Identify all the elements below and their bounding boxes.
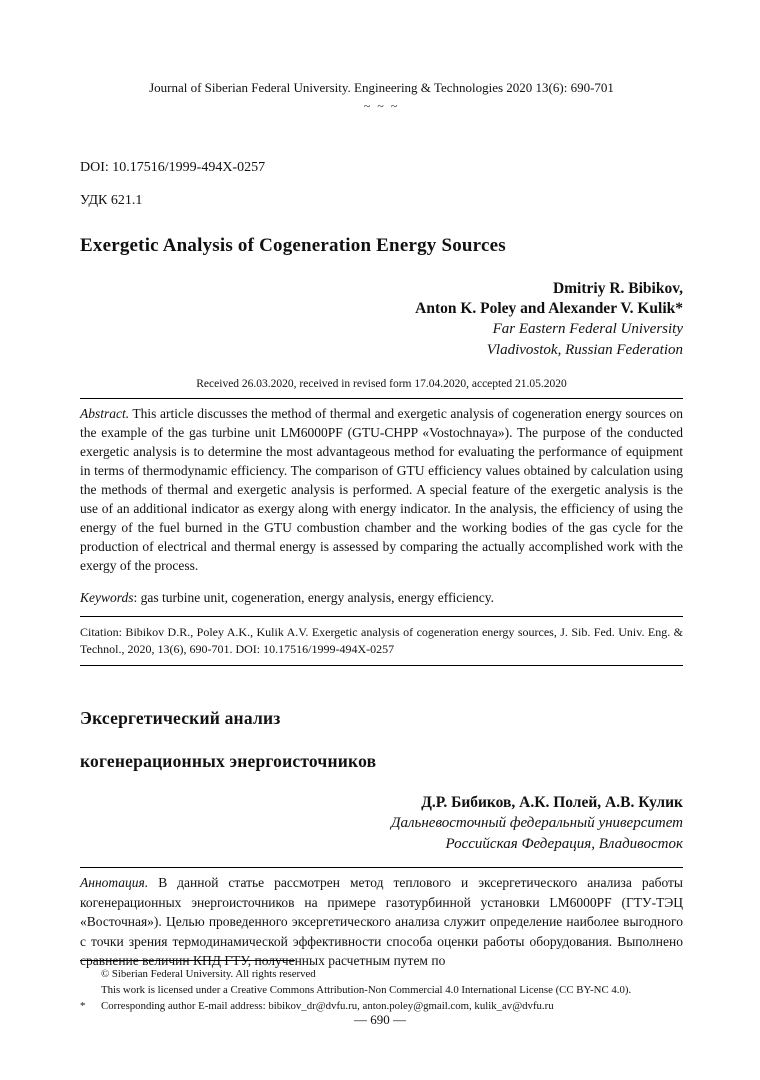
received-dates-line: Received 26.03.2020, received in revised form 17.04.2020, accepted 21.05.2020 xyxy=(196,378,567,390)
article-title-en: Exergetic Analysis of Cogeneration Energy Sources xyxy=(80,235,506,256)
doi-line: DOI: 10.17516/1999-494X-0257 xyxy=(80,160,266,175)
divider-above-annotation xyxy=(80,867,683,868)
corresponding-text: Corresponding author E-mail address: bibikov_dr@dvfu.ru, anton.poley@gmail.com, kulik_av@dvfu.ru xyxy=(101,1000,554,1012)
journal-header xyxy=(80,0,683,114)
authors-ru-line: Д.Р. Бибиков, А.К. Полей, А.В. Кулик xyxy=(421,794,683,811)
divider-above-citation xyxy=(80,616,683,617)
citation-block: Citation: Bibikov D.R., Poley A.K., Kulik A.V. Exergetic analysis of cogeneration energy sources, J. Sib. Fed. Univ. Eng. & Technol., 2020, 13(6), 690-701. DOI: 10.17516/1999-494X-0257 xyxy=(80,625,683,656)
article-title-ru xyxy=(80,708,683,772)
divider-below-citation xyxy=(80,665,683,666)
authors-block-ru xyxy=(80,792,683,855)
affiliation-line-1: Far Eastern Federal University xyxy=(492,321,683,337)
keywords-label: Keywords xyxy=(80,590,134,605)
annotation-text: В данной статье рассмотрен метод теплового и эксергетического анализа работы когенерационных энергоисточников на примере газотурбинной установки LM6000PF (ГТУ-ТЭЦ «Восточная»). Целью проведенного эксергетического анализа служит определение наиболее выгодного с точки зрения термодинамической эффективности способа оценки работы оборудования. Выполнено сравнение величин КПД ГТУ, полученных расчетным путем по xyxy=(80,875,683,968)
footnote-divider xyxy=(80,960,295,961)
copyright-line: © Siberian Federal University. All rights reserved xyxy=(101,968,316,980)
article-title-ru-line-2: когенерационных энергоисточников xyxy=(80,751,377,771)
footnote-block xyxy=(80,960,683,1014)
annotation-paragraph xyxy=(80,873,683,971)
udk-line: УДК 621.1 xyxy=(80,193,143,208)
affiliation-ru-line-1: Дальневосточный федеральный университет xyxy=(390,815,683,831)
keywords-text: : gas turbine unit, cogeneration, energy analysis, energy efficiency. xyxy=(133,590,495,605)
keywords-line xyxy=(80,588,683,607)
abstract-text: This article discusses the method of thermal and exergetic analysis of cogeneration energy sources on the example of the gas turbine unit LM6000PF (GTU-CHPP «Vostochnaya»). The purpose of the conducted exergetic analysis is to determine the most advantageous method for evaluating the performance of equipment in terms of thermodynamic efficiency. The comparison of GTU efficiency values obtained by calculation using the methods of thermal and exergetic analysis is performed. A special feature of the exergetic analysis is the use of an additional indicator as exergy along with energy indicator. In the analysis, the efficiency of using the energy of the fuel burned in the GTU combustion chamber and the working bodies of the gas cycle for the production of electrical and thermal energy is assessed by comparing the actually accomplished work with the exergy of the process. xyxy=(80,406,683,573)
author-line-2: Anton K. Poley and Alexander V. Kulik* xyxy=(415,300,683,317)
article-title-ru-line-1: Эксергетический анализ xyxy=(80,708,281,728)
affiliation-ru-line-2: Российская Федерация, Владивосток xyxy=(445,836,683,852)
abstract-label: Abstract. xyxy=(80,406,130,421)
authors-block-en xyxy=(80,279,683,360)
license-line: This work is licensed under a Creative Commons Attribution-Non Commercial 4.0 International License (CC BY-NC 4.0). xyxy=(101,984,632,996)
header-tilde-ornament: ~ ~ ~ xyxy=(363,99,400,113)
annotation-label: Аннотация. xyxy=(80,875,149,890)
abstract-paragraph xyxy=(80,404,683,575)
divider-above-abstract xyxy=(80,398,683,399)
affiliation-line-2: Vladivostok, Russian Federation xyxy=(486,341,683,358)
page-number: — 690 — xyxy=(354,1012,406,1027)
corresponding-asterisk: * xyxy=(80,1000,86,1012)
author-line-1: Dmitriy R. Bibikov, xyxy=(552,280,683,297)
journal-title-line: Journal of Siberian Federal University. Engineering & Technologies 2020 13(6): 690-701 xyxy=(149,80,614,95)
